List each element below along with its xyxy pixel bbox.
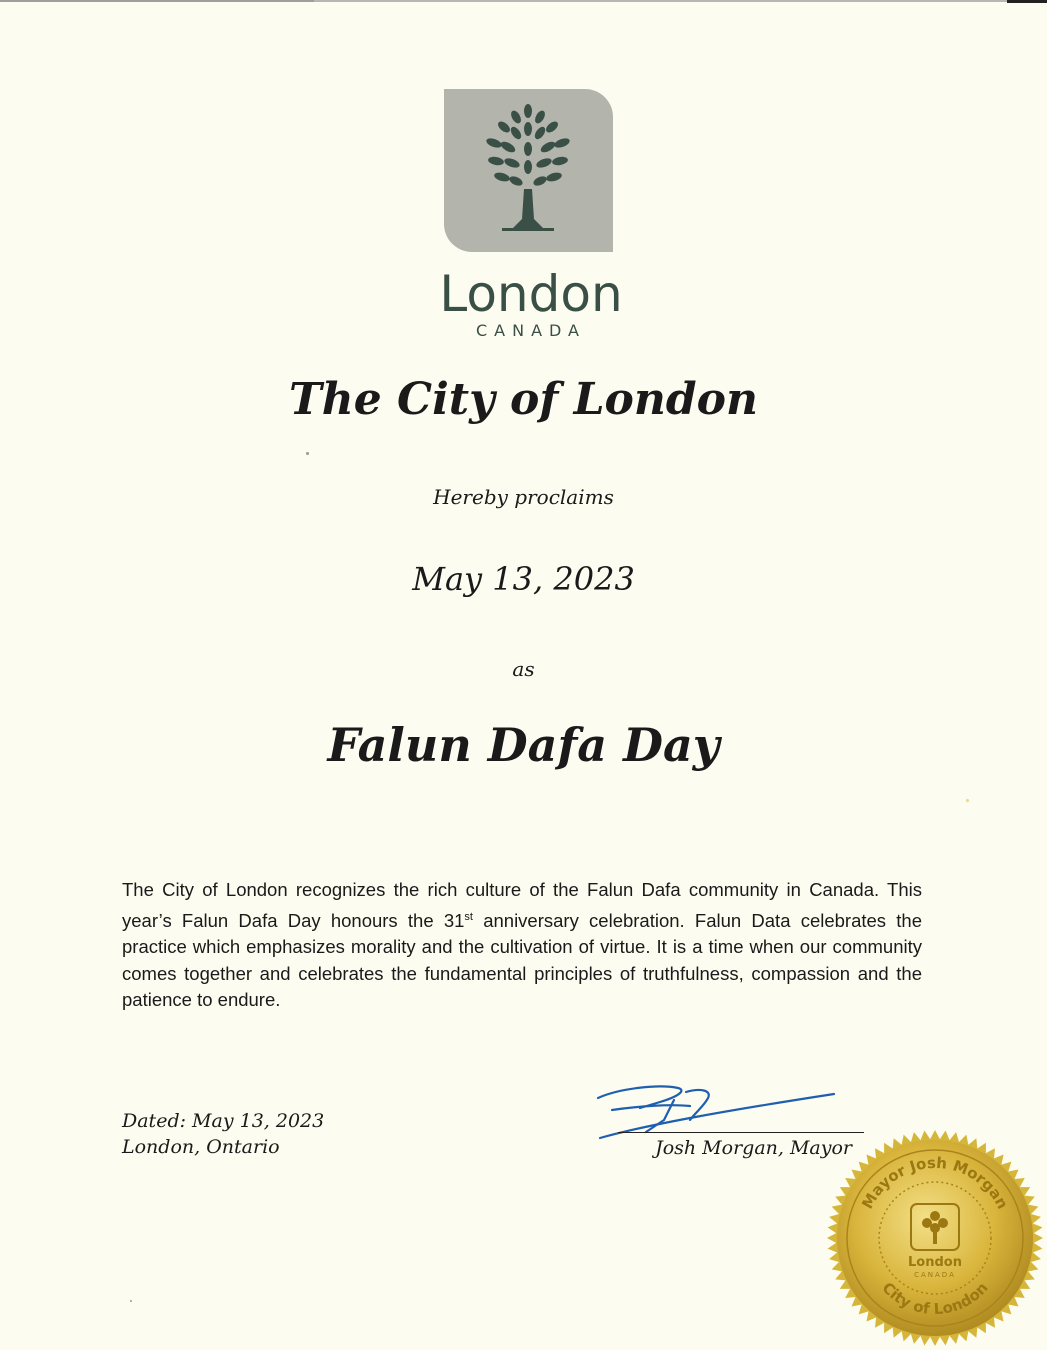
seal-center-sub: CANADA bbox=[914, 1271, 956, 1279]
location-line: London, Ontario bbox=[122, 1136, 280, 1158]
body-text-part1: The City of London recognizes the rich culture of the Falun Dafa community in Canada. This year’s Falun Dafa Day honours the 31 bbox=[122, 879, 922, 931]
proclamation-title: The City of London bbox=[289, 374, 758, 425]
seal-top-text: Mayor Josh Morgan bbox=[858, 1153, 1012, 1212]
scan-edge-mark bbox=[1007, 0, 1047, 3]
proclamation-day-name: Falun Dafa Day bbox=[327, 718, 720, 772]
dated-block bbox=[122, 1108, 324, 1160]
scan-speck bbox=[306, 452, 309, 455]
proclamation-body bbox=[122, 877, 922, 1014]
signatory-name: Josh Morgan, Mayor bbox=[655, 1137, 852, 1159]
proclamation-intro: Hereby proclaims bbox=[433, 485, 614, 509]
city-logo bbox=[444, 89, 613, 252]
seal-bottom-text: City of London bbox=[878, 1278, 992, 1319]
gold-seal bbox=[825, 1128, 1045, 1348]
seal-center-word: London bbox=[908, 1255, 962, 1270]
proclamation-date: May 13, 2023 bbox=[412, 560, 635, 598]
logo-subtitle: CANADA bbox=[475, 321, 586, 340]
body-superscript: st bbox=[464, 910, 473, 923]
scan-speck bbox=[130, 1300, 132, 1302]
scan-speck bbox=[966, 799, 969, 802]
dated-line: Dated: May 13, 2023 bbox=[122, 1110, 325, 1132]
mayor-signature bbox=[590, 1080, 850, 1144]
body-text-part2: anniversary celebration. Falun Data celebrates the practice which emphasizes morality and the cultivation of virtue. It is a time when our community comes together and celebrates the fundamental principles of truthfulness, compassion and the patience to endure. bbox=[122, 909, 922, 1011]
tree-icon bbox=[444, 89, 613, 252]
logo-wordmark: London bbox=[439, 265, 623, 323]
scan-edge-top bbox=[0, 0, 1047, 2]
proclamation-connector: as bbox=[512, 657, 535, 681]
